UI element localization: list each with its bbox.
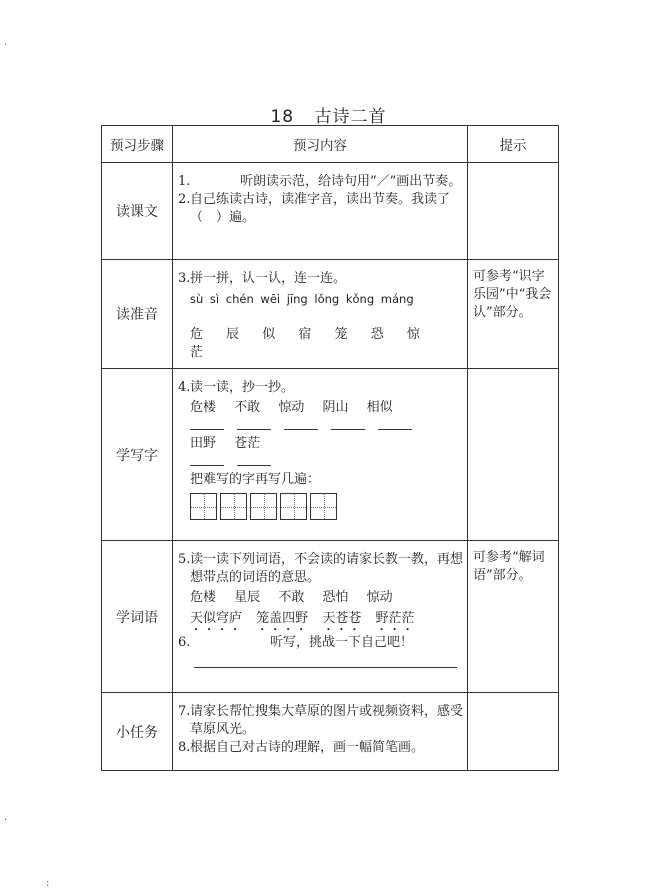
row-task [102, 693, 559, 771]
tip-write [468, 369, 559, 541]
content-read [173, 163, 468, 260]
item-4: 4. 读一读，抄一抄。 [178, 380, 295, 395]
char: 茫 [190, 345, 204, 360]
item-5: 5. 读一读下列词语，不会读的请家长教一教，再想想带点的词语的意思。 [178, 552, 464, 585]
row-write [102, 369, 559, 541]
item-3: 3. 拼一拼，认一认，连一连。 [178, 271, 347, 286]
content-pronounce [173, 260, 468, 369]
lesson-title: 古诗二首 [314, 107, 387, 127]
copy-lines-2[interactable] [178, 453, 463, 469]
phrase: 天似穹庐 [190, 611, 243, 626]
word: 阴山 [322, 400, 349, 415]
tip-vocab: 可参考“解词语”部分。 [468, 541, 559, 693]
tip-pronounce: 可参考“识字乐园”中“我会认”部分。 [468, 260, 559, 369]
char: 笼 [334, 327, 348, 342]
word: 恐怕 [322, 590, 349, 605]
phrase: 野茫茫 [375, 611, 415, 626]
words-row-1 [178, 399, 463, 417]
item-7: 7. 请家长帮忙搜集大草原的图片或视频资料，感受草原风光。 [178, 704, 464, 737]
margin-mark: : [46, 878, 50, 889]
item-8: 8. 根据自己对古诗的理解，画一幅简笔画。 [178, 740, 425, 755]
words-row-2 [178, 435, 463, 453]
preview-table [101, 125, 559, 771]
tian-grid-cell[interactable] [250, 493, 277, 520]
tip-read [468, 163, 559, 260]
tian-grid-cell[interactable] [220, 493, 247, 520]
tian-grid-cell[interactable] [310, 493, 337, 520]
margin-mark: · [4, 815, 8, 826]
copy-lines-1[interactable] [178, 417, 463, 433]
header-row [102, 126, 559, 163]
header-content: 预习内容 [173, 126, 468, 163]
char: 辰 [226, 327, 240, 342]
page-title [0, 102, 657, 127]
lesson-number: 18 [270, 107, 295, 127]
header-step: 预习步骤 [102, 126, 173, 163]
step-vocab: 学词语 [102, 541, 173, 693]
practice-prompt: 把难写的字再写几遍： [190, 472, 321, 487]
phrase: 天苍苍 [322, 611, 362, 626]
word: 不敢 [278, 590, 305, 605]
step-pronounce: 读准音 [102, 260, 173, 369]
item-1: 1. 听朗读示范，给诗句用“／”画出节奏。 [178, 174, 462, 189]
vocab-phrases [178, 610, 463, 634]
item-6: 6. 听写，挑战一下自己吧！ [178, 635, 414, 650]
char: 危 [190, 327, 204, 342]
word: 苍茫 [234, 436, 261, 451]
char: 宿 [298, 327, 312, 342]
phrase: 笼盖四野 [256, 611, 309, 626]
word: 不敢 [234, 400, 261, 415]
word: 危楼 [190, 590, 217, 605]
row-read [102, 163, 559, 260]
row-vocab [102, 541, 559, 693]
word: 田野 [190, 436, 217, 451]
word: 危楼 [190, 400, 217, 415]
writing-grid[interactable] [178, 493, 463, 520]
item-2: 2. 自己练读古诗，读准字音，读出节奏。我读了（ ）遍。 [178, 192, 451, 225]
tian-grid-cell[interactable] [280, 493, 307, 520]
char: 惊 [406, 327, 420, 342]
word: 惊动 [366, 590, 393, 605]
content-vocab [173, 541, 468, 693]
margin-mark: · [4, 40, 8, 51]
content-task [173, 693, 468, 771]
character-row [178, 326, 463, 362]
char: 恐 [370, 327, 384, 342]
step-write: 学写字 [102, 369, 173, 541]
content-write [173, 369, 468, 541]
step-task: 小任务 [102, 693, 173, 771]
pinyin-row: sù sì chén wēi jīng lǒng kǒng máng [190, 292, 414, 306]
tip-task [468, 693, 559, 771]
tian-grid-cell[interactable] [190, 493, 217, 520]
header-tip: 提示 [468, 126, 559, 163]
word: 星辰 [234, 590, 261, 605]
step-read: 读课文 [102, 163, 173, 260]
vocab-words [178, 589, 463, 607]
word: 惊动 [278, 400, 305, 415]
word: 相似 [366, 400, 393, 415]
dictation-line[interactable] [194, 666, 457, 668]
row-pronounce [102, 260, 559, 369]
char: 似 [262, 327, 276, 342]
